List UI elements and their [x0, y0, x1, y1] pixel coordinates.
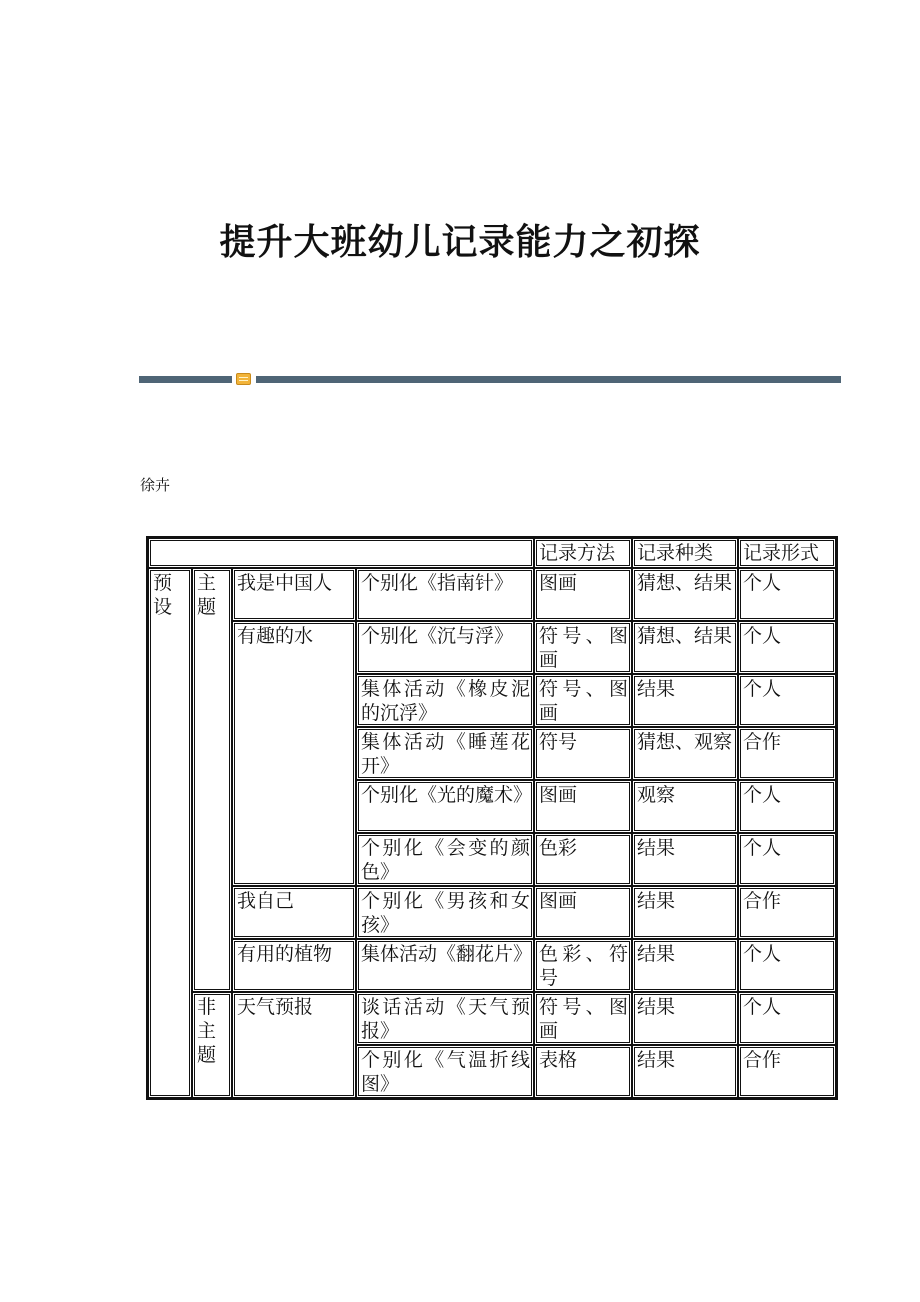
table-row: [148, 621, 836, 674]
form-cell: 个人: [738, 621, 836, 674]
theme-cell: 我是中国人: [232, 568, 356, 621]
record-table: [146, 536, 838, 1100]
form-cell: 个人: [738, 568, 836, 621]
theme-cell: 有用的植物: [232, 939, 356, 992]
divider-badge-icon: [236, 373, 251, 385]
method-cell: 图画: [534, 780, 632, 833]
header-method: 记录方法: [534, 538, 632, 568]
activity-cell: 个别化《男孩和女孩》: [356, 886, 534, 939]
group-non-main-cell: 非主题: [192, 992, 232, 1098]
divider-bar-right: [256, 376, 841, 383]
form-cell: 个人: [738, 674, 836, 727]
activity-cell: 集体活动《橡皮泥的沉浮》: [356, 674, 534, 727]
theme-cell: 天气预报: [232, 992, 356, 1098]
activity-cell: 个别化《指南针》: [356, 568, 534, 621]
form-cell: 个人: [738, 780, 836, 833]
form-cell: 个人: [738, 939, 836, 992]
kind-cell: 猜想、结果: [632, 568, 738, 621]
author-name: 徐卉: [140, 476, 171, 494]
method-cell: 符号、图画: [534, 621, 632, 674]
header-row: [148, 538, 836, 568]
kind-cell: 结果: [632, 886, 738, 939]
method-cell: 色彩、符号: [534, 939, 632, 992]
theme-cell: 有趣的水: [232, 621, 356, 886]
activity-cell: 个别化《沉与浮》: [356, 621, 534, 674]
method-cell: 表格: [534, 1045, 632, 1098]
kind-cell: 结果: [632, 674, 738, 727]
kind-cell: 结果: [632, 939, 738, 992]
form-cell: 合作: [738, 886, 836, 939]
form-cell: 个人: [738, 833, 836, 886]
form-cell: 个人: [738, 992, 836, 1045]
table-row: [148, 886, 836, 939]
form-cell: 合作: [738, 1045, 836, 1098]
table-row: [148, 939, 836, 992]
method-cell: 符号、图画: [534, 674, 632, 727]
kind-cell: 猜想、观察: [632, 727, 738, 780]
kind-cell: 结果: [632, 833, 738, 886]
header-kind: 记录种类: [632, 538, 738, 568]
group-main-cell: 主题: [192, 568, 232, 992]
activity-cell: 个别化《会变的颜色》: [356, 833, 534, 886]
activity-cell: 个别化《气温折线图》: [356, 1045, 534, 1098]
table-row: [148, 568, 836, 621]
method-cell: 色彩: [534, 833, 632, 886]
activity-cell: 集体活动《翻花片》: [356, 939, 534, 992]
kind-cell: 猜想、结果: [632, 621, 738, 674]
activity-cell: 集体活动《睡莲花开》: [356, 727, 534, 780]
header-blank-cell: [148, 538, 534, 568]
category-cell: 预设: [148, 568, 192, 1098]
method-cell: 图画: [534, 886, 632, 939]
divider-bar-left: [139, 376, 232, 383]
table-row: [148, 992, 836, 1045]
method-cell: 符号: [534, 727, 632, 780]
activity-cell: 个别化《光的魔术》: [356, 780, 534, 833]
theme-cell: 我自己: [232, 886, 356, 939]
header-form: 记录形式: [738, 538, 836, 568]
kind-cell: 结果: [632, 1045, 738, 1098]
form-cell: 合作: [738, 727, 836, 780]
kind-cell: 结果: [632, 992, 738, 1045]
method-cell: 符号、图画: [534, 992, 632, 1045]
section-divider: [139, 373, 841, 385]
method-cell: 图画: [534, 568, 632, 621]
kind-cell: 观察: [632, 780, 738, 833]
document-title: 提升大班幼儿记录能力之初探: [219, 221, 701, 263]
activity-cell: 谈话活动《天气预报》: [356, 992, 534, 1045]
